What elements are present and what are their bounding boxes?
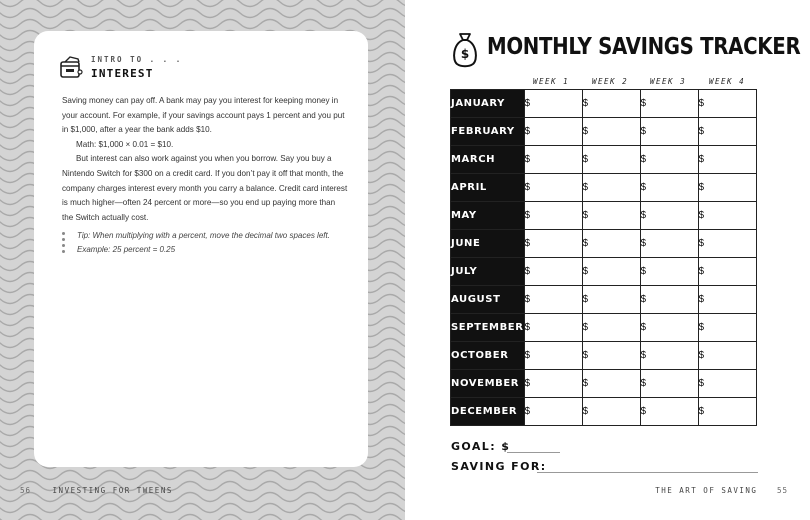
intro-body <box>62 94 348 225</box>
week-1-amount-cell[interactable]: $ <box>524 286 582 314</box>
week-3-amount-cell[interactable]: $ <box>640 174 698 202</box>
paragraph-borrowing: But interest can also work against you when you borrow. Say you buy a Nintendo Switch for $300 on a credit card. If you don’t pay it off that month, the company charges interest every month you carry a balance. Credit card interest is much higher—often 24 percent or more—so you end up paying more than the Switch actually cost. <box>62 154 348 222</box>
week-2-amount-cell[interactable]: $ <box>582 202 640 230</box>
week-2-amount-cell[interactable]: $ <box>582 258 640 286</box>
month-label: AUGUST <box>451 286 525 314</box>
week-3-amount-cell[interactable]: $ <box>640 370 698 398</box>
tracker-row-september <box>451 314 757 342</box>
money-bag-icon <box>451 30 479 68</box>
savings-tracker-table <box>450 89 757 426</box>
week-4-amount-cell[interactable]: $ <box>698 258 756 286</box>
month-label: JULY <box>451 258 525 286</box>
week-4-amount-cell[interactable]: $ <box>698 230 756 258</box>
week-2-amount-cell[interactable]: $ <box>582 370 640 398</box>
page-number-left: 56 <box>20 486 32 495</box>
week-2-amount-cell[interactable]: $ <box>582 174 640 202</box>
week-4-amount-cell[interactable]: $ <box>698 146 756 174</box>
month-label: JUNE <box>451 230 525 258</box>
week-1-amount-cell[interactable]: $ <box>524 342 582 370</box>
week-1-amount-cell[interactable]: $ <box>524 118 582 146</box>
saving-for-label: SAVING FOR: <box>451 460 547 473</box>
week-2-amount-cell[interactable]: $ <box>582 230 640 258</box>
tracker-row-may <box>451 202 757 230</box>
month-label: SEPTEMBER <box>451 314 525 342</box>
week-3-amount-cell[interactable]: $ <box>640 230 698 258</box>
right-page <box>405 0 810 520</box>
week-header-1: WEEK 1 <box>533 77 570 86</box>
week-1-amount-cell[interactable]: $ <box>524 398 582 426</box>
paragraph-savings: Saving money can pay off. A bank may pay you interest for keeping money in your account. For example, if your savings account pays 1 percent and you put in $1,000, after a year the bank adds $10. <box>62 96 345 135</box>
tip-dots-icon <box>62 232 66 256</box>
svg-text:$: $ <box>460 47 470 61</box>
week-2-amount-cell[interactable]: $ <box>582 118 640 146</box>
week-2-amount-cell[interactable]: $ <box>582 286 640 314</box>
month-label: JANUARY <box>451 90 525 118</box>
tracker-row-june <box>451 230 757 258</box>
week-3-amount-cell[interactable]: $ <box>640 90 698 118</box>
tracker-row-october <box>451 342 757 370</box>
week-3-amount-cell[interactable]: $ <box>640 258 698 286</box>
week-4-amount-cell[interactable]: $ <box>698 174 756 202</box>
week-3-amount-cell[interactable]: $ <box>640 286 698 314</box>
week-1-amount-cell[interactable]: $ <box>524 202 582 230</box>
week-2-amount-cell[interactable]: $ <box>582 398 640 426</box>
week-2-amount-cell[interactable]: $ <box>582 146 640 174</box>
tracker-row-january <box>451 90 757 118</box>
tracker-row-november <box>451 370 757 398</box>
week-1-amount-cell[interactable]: $ <box>524 370 582 398</box>
running-title-left: INVESTING FOR TWEENS <box>52 486 173 495</box>
week-1-amount-cell[interactable]: $ <box>524 258 582 286</box>
goal-row <box>451 440 751 456</box>
tip-text: Tip: When multiplying with a percent, move the decimal two spaces left. Example: 25 percent = 0.25 <box>77 231 330 254</box>
week-4-amount-cell[interactable]: $ <box>698 286 756 314</box>
month-label: APRIL <box>451 174 525 202</box>
week-1-amount-cell[interactable]: $ <box>524 230 582 258</box>
month-label: NOVEMBER <box>451 370 525 398</box>
month-label: MARCH <box>451 146 525 174</box>
saving-for-input-line[interactable] <box>537 472 758 473</box>
saving-for-row <box>451 460 761 476</box>
tracker-row-july <box>451 258 757 286</box>
page-number-right: 55 <box>776 486 788 495</box>
week-3-amount-cell[interactable]: $ <box>640 398 698 426</box>
goal-input-line[interactable] <box>507 452 560 453</box>
week-3-amount-cell[interactable]: $ <box>640 118 698 146</box>
week-3-amount-cell[interactable]: $ <box>640 314 698 342</box>
week-3-amount-cell[interactable]: $ <box>640 146 698 174</box>
intro-card <box>34 31 368 467</box>
week-2-amount-cell[interactable]: $ <box>582 314 640 342</box>
month-label: MAY <box>451 202 525 230</box>
left-footer <box>20 486 173 495</box>
goal-currency: $ <box>501 440 511 453</box>
tracker-row-march <box>451 146 757 174</box>
week-header-2: WEEK 2 <box>592 77 629 86</box>
intro-header <box>58 53 358 87</box>
week-4-amount-cell[interactable]: $ <box>698 118 756 146</box>
right-footer <box>655 486 788 495</box>
tracker-row-december <box>451 398 757 426</box>
goal-label: GOAL: $ <box>451 440 511 453</box>
piggy-bank-jar-icon <box>58 55 84 81</box>
month-label: OCTOBER <box>451 342 525 370</box>
week-1-amount-cell[interactable]: $ <box>524 174 582 202</box>
tracker-row-august <box>451 286 757 314</box>
month-label: FEBRUARY <box>451 118 525 146</box>
week-2-amount-cell[interactable]: $ <box>582 342 640 370</box>
week-4-amount-cell[interactable]: $ <box>698 90 756 118</box>
week-header-4: WEEK 4 <box>709 77 746 86</box>
week-2-amount-cell[interactable]: $ <box>582 90 640 118</box>
tracker-row-february <box>451 118 757 146</box>
week-1-amount-cell[interactable]: $ <box>524 314 582 342</box>
tracker-title: MONTHLY SAVINGS TRACKER <box>487 34 801 60</box>
week-3-amount-cell[interactable]: $ <box>640 342 698 370</box>
week-4-amount-cell[interactable]: $ <box>698 202 756 230</box>
week-header-3: WEEK 3 <box>650 77 687 86</box>
tip-box <box>62 229 352 259</box>
week-1-amount-cell[interactable]: $ <box>524 90 582 118</box>
week-4-amount-cell[interactable]: $ <box>698 398 756 426</box>
week-4-amount-cell[interactable]: $ <box>698 370 756 398</box>
intro-label: INTRO TO . . . <box>91 55 183 64</box>
tracker-row-april <box>451 174 757 202</box>
running-title-right: THE ART OF SAVING <box>655 486 758 495</box>
week-3-amount-cell[interactable]: $ <box>640 202 698 230</box>
paragraph-math: Math: $1,000 × 0.01 = $10. <box>76 139 174 149</box>
month-label: DECEMBER <box>451 398 525 426</box>
week-4-amount-cell[interactable]: $ <box>698 342 756 370</box>
intro-title: INTEREST <box>91 67 154 80</box>
week-4-amount-cell[interactable]: $ <box>698 314 756 342</box>
week-1-amount-cell[interactable]: $ <box>524 146 582 174</box>
